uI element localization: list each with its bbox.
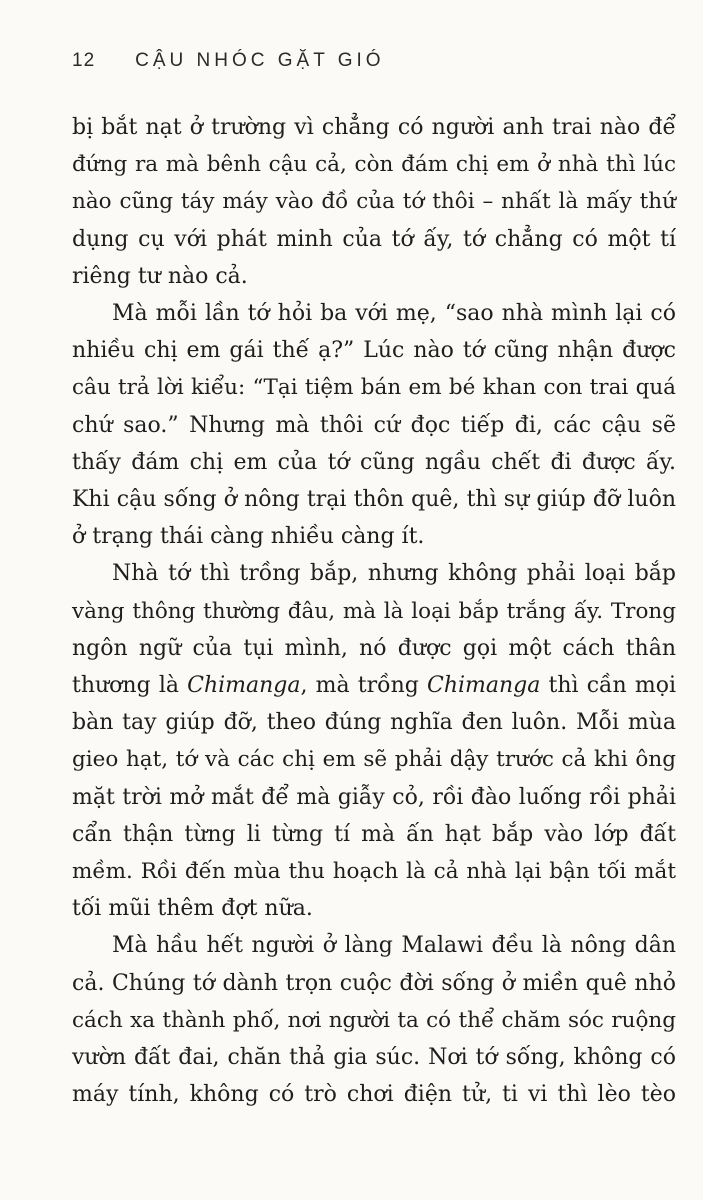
text-line: riêng tư nào cả. <box>72 263 248 289</box>
text-line: Mà mỗi lần tớ hỏi ba với mẹ, “sao nhà mình lại có <box>112 301 676 327</box>
text-line: ở trạng thái càng nhiều càng ít. <box>72 524 425 550</box>
text-line: cẩn thận từng li từng tí mà ấn hạt bắp vào lớp đất <box>72 821 676 847</box>
text-line: Nhà tớ thì trồng bắp, nhưng không phải loại bắp <box>112 561 676 587</box>
text-line-with-italics <box>72 667 676 704</box>
book-title: CẬU NHÓC GẶT GIÓ <box>135 50 385 71</box>
text-line: câu trả lời kiểu: “Tại tiệm bán em bé khan con trai quá <box>72 375 676 401</box>
text-run: thì cần mọi <box>540 673 676 699</box>
text-line: Mà hầu hết người ở làng Malawi đều là nông dân <box>112 933 676 959</box>
text-line: bị bắt nạt ở trường vì chẳng có người anh trai nào để <box>72 115 676 140</box>
text-line: cách xa thành phố, nơi người ta có thể chăm sóc ruộng <box>72 1007 676 1033</box>
text-line: thấy đám chị em của tớ cũng ngầu chết đi được ấy. <box>72 449 676 475</box>
page-number: 12 <box>72 50 96 71</box>
text-line: tối mũi thêm đợt nữa. <box>72 896 313 922</box>
text-line: nhiều chị em gái thế ạ?” Lúc nào tớ cũng nhận được <box>72 338 676 364</box>
text-line: đứng ra mà bênh cậu cả, còn đám chị em ở nhà thì lúc <box>72 152 676 178</box>
italic-term: Chimanga <box>427 673 541 699</box>
text-line: dụng cụ với phát minh của tớ ấy, tớ chẳng có một tí <box>72 226 676 252</box>
text-line: vàng thông thường đâu, mà là loại bắp trắng ấy. Trong <box>72 598 676 624</box>
italic-term: Chimanga <box>187 673 301 699</box>
paragraph-3 <box>72 555 676 927</box>
text-line: Khi cậu sống ở nông trại thôn quê, thì sự giúp đỡ luôn <box>72 487 676 513</box>
text-run: , mà trồng <box>300 673 427 699</box>
text-run: thương là <box>72 673 188 699</box>
text-line: mặt trời mở mắt để mà giẫy cỏ, rồi đào luống rồi phải <box>72 784 676 810</box>
paragraph-1 <box>72 109 676 295</box>
text-line: nào cũng táy máy vào đồ của tớ thôi – nhất là mấy thứ <box>72 189 676 215</box>
text-line: cả. Chúng tớ dành trọn cuộc đời sống ở miền quê nhỏ <box>72 970 676 996</box>
text-line: vườn đất đai, chăn thả gia súc. Nơi tớ sống, không có <box>72 1045 676 1071</box>
text-line: mềm. Rồi đến mùa thu hoạch là cả nhà lại bận tối mắt <box>72 859 676 885</box>
paragraph-2 <box>72 295 676 555</box>
text-line: chứ sao.” Nhưng mà thôi cứ đọc tiếp đi, các cậu sẽ <box>72 412 676 438</box>
running-header <box>72 50 385 72</box>
paragraph-4 <box>72 927 676 1113</box>
text-line: gieo hạt, tớ và các chị em sẽ phải dậy trước cả khi ông <box>72 747 676 773</box>
text-line: bàn tay giúp đỡ, theo đúng nghĩa đen luôn. Mỗi mùa <box>72 710 676 736</box>
text-line: ngôn ngữ của tụi mình, nó được gọi một cách thân <box>72 635 676 661</box>
text-line: máy tính, không có trò chơi điện tử, ti vi thì lèo tèo <box>72 1082 676 1108</box>
body-text <box>72 109 676 1113</box>
